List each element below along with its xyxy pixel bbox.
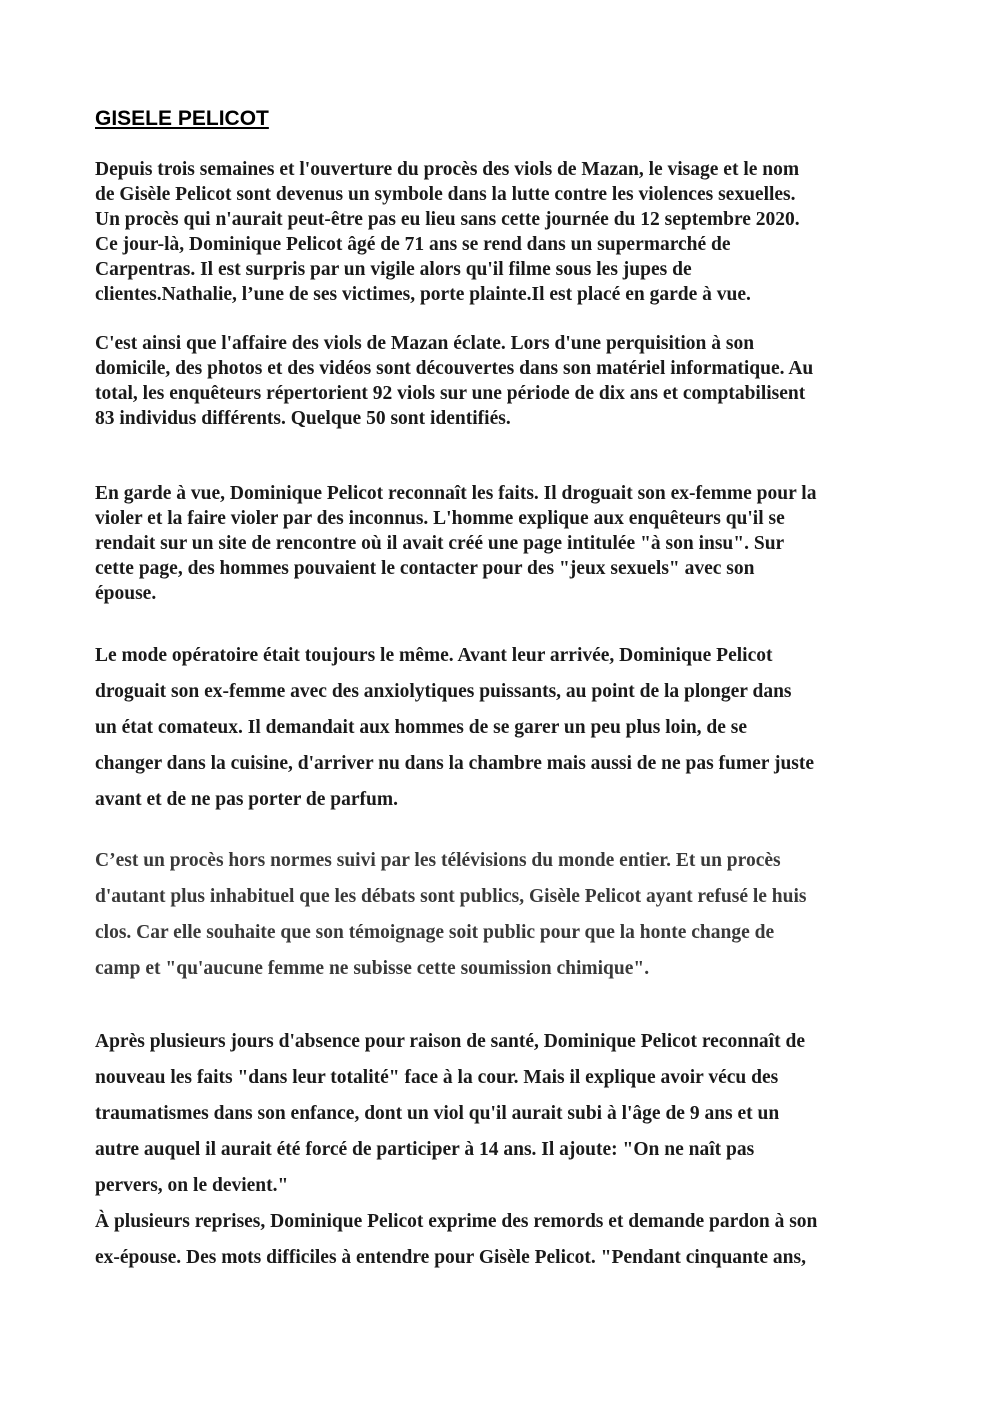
text-line: avant et de ne pas porter de parfum. <box>95 789 398 810</box>
text-line: épouse. <box>95 583 157 604</box>
text-line: d'autant plus inhabituel que les débats sont publics, Gisèle Pelicot ayant refusé le huis <box>95 886 807 907</box>
paragraph-modus-operandi <box>95 638 903 818</box>
paragraph-trial <box>95 843 903 987</box>
text-line: camp et "qu'aucune femme ne subisse cette soumission chimique". <box>95 958 650 979</box>
text-line: cette page, des hommes pouvaient le contacter pour des "jeux sexuels" avec son <box>95 558 755 579</box>
text-line: clientes.Nathalie, l’une de ses victimes, porte plainte.Il est placé en garde à vue. <box>95 284 751 305</box>
text-line: rendait sur un site de rencontre où il avait créé une page intitulée "à son insu". Sur <box>95 533 785 554</box>
text-line: C’est un procès hors normes suivi par les télévisions du monde entier. Et un procès <box>95 850 781 871</box>
text-line: En garde à vue, Dominique Pelicot reconnaît les faits. Il droguait son ex-femme pour la <box>95 483 817 504</box>
text-line: droguait son ex-femme avec des anxiolytiques puissants, au point de la plonger dans <box>95 681 792 702</box>
text-line: Depuis trois semaines et l'ouverture du procès des viols de Mazan, le visage et le nom <box>95 159 800 180</box>
text-line: Après plusieurs jours d'absence pour raison de santé, Dominique Pelicot reconnaît de <box>95 1031 805 1052</box>
paragraph-custody <box>95 481 903 606</box>
text-line: nouveau les faits "dans leur totalité" face à la cour. Mais il explique avoir vécu des <box>95 1067 779 1088</box>
text-line: autre auquel il aurait été forcé de participer à 14 ans. Il ajoute: "On ne naît pas <box>95 1139 755 1160</box>
text-line: Un procès qui n'aurait peut-être pas eu lieu sans cette journée du 12 septembre 2020. <box>95 209 800 230</box>
text-line: Carpentras. Il est surpris par un vigile alors qu'il filme sous les jupes de <box>95 259 692 280</box>
text-line: de Gisèle Pelicot sont devenus un symbole dans la lutte contre les violences sexuelles. <box>95 184 796 205</box>
paragraph-confession <box>95 1024 903 1276</box>
text-line: C'est ainsi que l'affaire des viols de Mazan éclate. Lors d'une perquisition à son <box>95 333 755 354</box>
text-line: un état comateux. Il demandait aux hommes de se garer un peu plus loin, de se <box>95 717 748 738</box>
text-line: Ce jour-là, Dominique Pelicot âgé de 71 ans se rend dans un supermarché de <box>95 234 731 255</box>
text-line: 83 individus différents. Quelque 50 sont identifiés. <box>95 408 511 429</box>
paragraph-affair <box>95 331 903 431</box>
text-line: violer et la faire violer par des inconnus. L'homme explique aux enquêteurs qu'il se <box>95 508 785 529</box>
text-line: pervers, on le devient." <box>95 1175 289 1196</box>
text-line: total, les enquêteurs répertorient 92 viols sur une période de dix ans et comptabilisent <box>95 383 806 404</box>
paragraph-intro <box>95 157 903 307</box>
text-line: traumatismes dans son enfance, dont un viol qu'il aurait subi à l'âge de 9 ans et un <box>95 1103 780 1124</box>
text-line: ex-épouse. Des mots difficiles à entendre pour Gisèle Pelicot. "Pendant cinquante ans, <box>95 1247 806 1268</box>
document-title: GISELE PELICOT <box>95 107 269 130</box>
text-line: À plusieurs reprises, Dominique Pelicot exprime des remords et demande pardon à son <box>95 1211 818 1232</box>
text-line: Le mode opératoire était toujours le même. Avant leur arrivée, Dominique Pelicot <box>95 645 773 666</box>
text-line: changer dans la cuisine, d'arriver nu dans la chambre mais aussi de ne pas fumer juste <box>95 753 815 774</box>
text-line: clos. Car elle souhaite que son témoignage soit public pour que la honte change de <box>95 922 775 943</box>
text-line: domicile, des photos et des vidéos sont découvertes dans son matériel informatique. Au <box>95 358 814 379</box>
